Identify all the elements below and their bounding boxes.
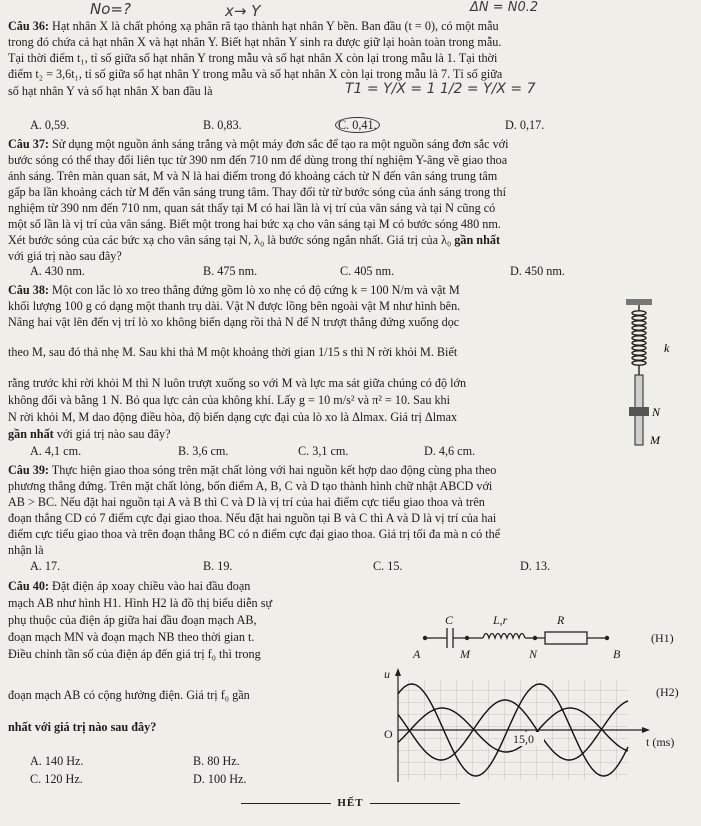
label-lr: L,r: [493, 613, 508, 627]
spring-label-k: k: [664, 341, 670, 355]
q38-option-c[interactable]: C. 3,1 cm.: [298, 444, 349, 458]
q40-line-6: đoạn mạch AB có cộng hưởng điện. Giá trị f₀ gần: [8, 688, 250, 702]
u-axis-arrow: [395, 668, 401, 676]
q40-options-row-1: [30, 754, 693, 770]
ring-label-n: N: [652, 405, 661, 419]
q39-line-2: phương thẳng đứng. Trên mặt chất lỏng, bốn điểm A, B, C và D tạo thành hình chữ nhật ABCD với: [8, 479, 493, 493]
q39-option-d[interactable]: D. 13.: [520, 559, 551, 573]
q37-option-a[interactable]: A. 430 nm.: [30, 264, 85, 278]
q37-line-4: gấp ba lần khoảng cách từ M đến vân sáng trung tâm. Thay đổi từ từ bước sóng của ánh sáng trong thí: [8, 185, 507, 199]
q40-option-a[interactable]: A. 140 Hz.: [30, 754, 84, 768]
scribble-top-left: No=?: [90, 0, 131, 18]
node-n: [533, 636, 537, 640]
q37-option-d[interactable]: D. 450 nm.: [510, 264, 565, 278]
q38-line-1: Câu 38: Một con lắc lò xo treo thẳng đứng gồm lò xo nhẹ có độ cứng k = 100 N/m và vật M: [8, 283, 460, 297]
t-axis-label: t (ms): [646, 735, 675, 749]
q40-option-b[interactable]: B. 80 Hz.: [193, 754, 240, 768]
q36-option-b[interactable]: B. 0,83.: [203, 118, 242, 132]
q39-line-5: điểm cực tiểu giao thoa và trên đoạn thẳng BC có n điểm cực đại giao thoa. Giá trị tối đa mà n có thể: [8, 527, 501, 541]
label-n: N: [529, 647, 538, 661]
q40-line-7: nhất với giá trị nào sau đây?: [8, 720, 157, 734]
q37-line-8: với giá trị nào sau đây?: [8, 249, 122, 263]
q36-option-c[interactable]: C. 0,41.: [335, 118, 380, 134]
q37-option-c[interactable]: C. 405 nm.: [340, 264, 395, 278]
q36-line-5: số hạt nhân Y và số hạt nhân X ban đầu là: [8, 84, 213, 98]
q39-line-4: đoạn thẳng CD có 7 điểm cực đại giao thoa. Nếu đặt hai nguồn tại B và C thì A và D là vị trí của hai: [8, 511, 497, 525]
ring-n: [629, 407, 649, 416]
q37-options: [30, 264, 693, 280]
q38-line-5: rằng trước khi rời khỏi M thì N luôn trượt xuống so với M và lực ma sát giữa chúng có độ lớn: [8, 376, 467, 390]
q36-line-2: trong đó chứa cả hạt nhân X và hạt nhân Y. Biết hạt nhân Y sinh ra được giữ lại hoàn toàn trong mẫu.: [8, 35, 502, 49]
q36-line-4: điểm t₂ = 3,6t₁, tỉ số giữa số hạt nhân Y trong mẫu và số hạt nhân X còn lại trong mẫu là 7. Tỉ số giữa: [8, 67, 503, 81]
q40-options-row-2: [30, 772, 693, 788]
q38-option-d[interactable]: D. 4,6 cm.: [424, 444, 476, 458]
q38-option-b[interactable]: B. 3,6 cm.: [178, 444, 229, 458]
q37-line-5: nghiệm từ 390 nm đến 710 nm, quan sát thấy tại M có hai lần là vị trí của vân sáng và tại N cũng có: [8, 201, 496, 215]
tick-label-15: 15,0: [513, 732, 534, 746]
spring-coil: [632, 305, 646, 375]
q37-line-7: Xét bước sóng của các bức xạ cho vân sáng tại N, λ₀ là bước sóng ngắn nhất. Giá trị của λ₀ gần nhất: [8, 233, 501, 247]
q40-line-5: Điều chỉnh tần số của điện áp đến giá trị f₀ thì trong: [8, 647, 261, 661]
t-axis-arrow: [642, 727, 650, 733]
q39-option-c[interactable]: C. 15.: [373, 559, 403, 573]
q38-line-8: gần nhất với giá trị nào sau đây?: [8, 427, 171, 441]
q38-line-6: không đổi và bằng 1 N. Bỏ qua lực cản của không khí. Lấy g = 10 m/s² và π² = 10. Sau khi: [8, 393, 451, 407]
u-axis-label: u: [384, 667, 390, 681]
q39-label: Câu 39:: [8, 463, 49, 477]
node-a: [423, 636, 427, 640]
q40-option-c[interactable]: C. 120 Hz.: [30, 772, 83, 786]
q38-label: Câu 38:: [8, 283, 49, 297]
ceiling-support: [626, 299, 652, 305]
q38-line-7: N rời khỏi M, M dao động điều hòa, độ biến dạng cực đại của lò xo là Δlmax. Giá trị Δlmax: [8, 410, 458, 424]
q37-line-2: bước sóng có thể thay đổi liên tục từ 390 nm đến 710 nm để dùng trong thí nghiệm Y-âng về giao thoa: [8, 153, 508, 167]
q36-options: [30, 118, 693, 134]
figure-tag-h2: (H2): [656, 685, 679, 699]
scribble-formula: T1 = Y/X = 1 1/2 = Y/X = 7: [345, 81, 536, 97]
q40-label: Câu 40:: [8, 579, 49, 593]
q40-line-1: Câu 40: Đặt điện áp xoay chiều vào hai đầu đoạn: [8, 579, 251, 593]
label-m: M: [460, 647, 470, 661]
q40-line-4: đoạn mạch MN và đoạn mạch NB theo thời gian t.: [8, 630, 255, 644]
scribble-top-right: ΔN = N0.2: [470, 0, 539, 15]
q40-option-d[interactable]: D. 100 Hz.: [193, 772, 247, 786]
q39-line-1: Câu 39: Thực hiện giao thoa sóng trên mặt chất lỏng với hai nguồn kết hợp dao động cùng pha theo: [8, 463, 497, 477]
label-a: A: [413, 647, 421, 661]
scribble-top-mid: x→ Y: [225, 2, 261, 20]
q39-option-a[interactable]: A. 17.: [30, 559, 61, 573]
origin-label: O: [384, 727, 393, 741]
q37-line-6: một số lần là vị trí của vân sáng. Biết một trong hai bức xạ cho vân sáng tại M có bước sóng 480 nm.: [8, 217, 501, 231]
q36-line-1: Câu 36: Hạt nhân X là chất phóng xạ phân rã tạo thành hạt nhân Y bền. Ban đầu (t = 0), có một mẫu: [8, 19, 499, 33]
q38-line-2: khối lượng 100 g có dạng một thanh trụ dài. Vật N được lồng bên ngoài vật M như hình bên.: [8, 299, 461, 313]
node-b: [605, 636, 609, 640]
q37-option-b[interactable]: B. 475 nm.: [203, 264, 258, 278]
q38-option-a[interactable]: A. 4,1 cm.: [30, 444, 82, 458]
q37-line-3: ánh sáng. Trên màn quan sát, M và N là hai điểm trong đó khoảng cách từ N đến vân sáng trung tâm: [8, 169, 498, 183]
q36-option-a[interactable]: A. 0,59.: [30, 118, 70, 132]
end-marker: HẾT: [0, 796, 701, 812]
q39-line-3: AB > BC. Nếu đặt hai nguồn tại A và B thì C và D là vị trí của hai điểm cực tiểu giao thoa và trên: [8, 495, 485, 509]
q37-label: Câu 37:: [8, 137, 49, 151]
label-b: B: [613, 647, 621, 661]
label-r: R: [557, 613, 565, 627]
q36-label: Câu 36:: [8, 19, 49, 33]
q39-option-b[interactable]: B. 19.: [203, 559, 233, 573]
rod-label-m: M: [650, 433, 660, 447]
inductor-coil: [483, 634, 525, 639]
figure-tag-h1: (H1): [651, 631, 674, 645]
circuit-h1: [405, 612, 695, 664]
resistor: [545, 632, 587, 644]
q39-line-6: nhận là: [8, 543, 44, 557]
node-m: [465, 636, 469, 640]
q38-line-4: theo M, sau đó thả nhẹ M. Sau khi thả M một khoảng thời gian 1/15 s thì N rời khỏi M. Biết: [8, 345, 458, 359]
q39-options: [30, 559, 693, 575]
q36-option-d[interactable]: D. 0,17.: [505, 118, 545, 132]
q38-line-3: Nâng hai vật lên đến vị trí lò xo không biến dạng rồi thả N để N trượt thẳng đứng xuống dọc: [8, 315, 460, 329]
q38-options: [30, 444, 693, 460]
q40-line-3: phụ thuộc của điện áp giữa hai đầu đoạn mạch AB,: [8, 613, 257, 627]
q40-line-2: mạch AB như hình H1. Hình H2 là đồ thị biểu diễn sự: [8, 596, 273, 610]
label-c: C: [445, 613, 454, 627]
q37-line-1: Câu 37: Sử dụng một nguồn ánh sáng trắng và một máy đơn sắc để tạo ra một nguồn sáng đơn sắc với: [8, 137, 509, 151]
q36-line-3: Tại thời điểm t₁, tỉ số giữa số hạt nhân Y trong mẫu và số hạt nhân X còn lại trong mẫu là 1. Tại thời: [8, 51, 498, 65]
spring-mass-figure: [622, 295, 692, 455]
